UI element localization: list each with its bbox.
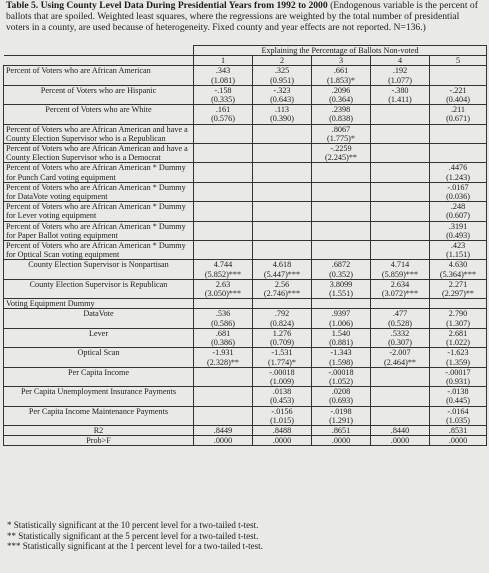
coefficient-cell (371, 279, 430, 298)
t-statistic-value: (1.006) (329, 318, 353, 328)
table-row (4, 436, 487, 446)
coefficient-value: -.158 (214, 85, 232, 95)
column-header: 5 (430, 56, 487, 66)
footnote: ** Statistically significant at the 5 percent level for a two-tailed t-test. (7, 530, 259, 541)
coefficient-value: -.0156 (271, 406, 293, 416)
coefficient-cell (194, 279, 253, 298)
coefficient-value: .0000 (331, 436, 351, 446)
coefficient-cell (194, 85, 253, 104)
coefficient-cell (371, 436, 430, 446)
t-statistic-value: (0.364) (329, 95, 353, 105)
coefficient-value: -.221 (449, 85, 467, 95)
coefficient-cell (430, 299, 487, 309)
coefficient-cell (253, 279, 312, 298)
coefficient-cell (253, 299, 312, 309)
coefficient-cell (430, 367, 487, 386)
coefficient-value: -.323 (273, 85, 291, 95)
table-row (4, 66, 487, 85)
coefficient-value: .161 (215, 105, 231, 115)
t-statistic-value: (1.411) (388, 95, 412, 105)
table-caption-title: Table 5. Using County Level Data During Presidential Years from 1992 to 2000 (6, 0, 328, 11)
coefficient-value: 2.271 (448, 279, 468, 289)
coefficient-value: -1.531 (271, 348, 293, 358)
coefficient-cell (253, 260, 312, 279)
coefficient-cell (430, 221, 487, 240)
coefficient-cell (430, 328, 487, 347)
table-row (4, 105, 487, 124)
t-statistic-value: (1.307) (446, 318, 470, 328)
coefficient-cell (430, 309, 487, 328)
coefficient-value: -1.931 (212, 348, 234, 358)
coefficient-cell (253, 124, 312, 143)
coefficient-cell (430, 105, 487, 124)
t-statistic-value: (5.364)*** (439, 269, 477, 279)
coefficient-value: .661 (333, 66, 349, 76)
t-statistic-value: (1.853)* (327, 75, 355, 85)
coefficient-cell (253, 367, 312, 386)
row-label: Optical Scan (4, 348, 194, 367)
row-label: Per Capita Income Maintenance Payments (4, 406, 194, 425)
coefficient-value: .0000 (448, 436, 468, 446)
coefficient-value: .0208 (331, 387, 351, 397)
coefficient-cell (253, 144, 312, 163)
coefficient-cell (430, 406, 487, 425)
coefficient-cell (253, 202, 312, 221)
t-statistic-value: (0.881) (329, 338, 353, 348)
table-row (4, 425, 487, 435)
row-label: DataVote (4, 309, 194, 328)
t-statistic-value: (3.072)*** (381, 289, 419, 299)
coefficient-cell (371, 105, 430, 124)
coefficient-cell (194, 202, 253, 221)
coefficient-cell (371, 66, 430, 85)
table-row (4, 144, 487, 163)
table-row (4, 182, 487, 201)
column-header: 2 (253, 56, 312, 66)
t-statistic-value: (0.576) (211, 114, 235, 124)
coefficient-cell (253, 436, 312, 446)
t-statistic-value: (1.291) (329, 415, 353, 425)
t-statistic-value: (0.390) (270, 114, 294, 124)
coefficient-cell (430, 66, 487, 85)
coefficient-value: -.00017 (445, 367, 471, 377)
coefficient-cell (430, 124, 487, 143)
coefficient-value: .0138 (272, 387, 292, 397)
table-row (4, 85, 487, 104)
coefficient-value: 2.63 (215, 279, 231, 289)
table-row (4, 124, 487, 143)
coefficient-value: 2.634 (390, 279, 410, 289)
coefficient-cell (371, 367, 430, 386)
row-label: County Election Supervisor is Nonpartisan (4, 260, 194, 279)
coefficient-value: .9397 (331, 309, 351, 319)
row-label: Voting Equipment Dummy (4, 299, 194, 309)
coefficient-cell (430, 241, 487, 260)
coefficient-cell (371, 221, 430, 240)
coefficient-value: .8067 (331, 124, 351, 134)
coefficient-cell (430, 85, 487, 104)
coefficient-value: .0000 (213, 436, 233, 446)
coefficient-value: -.00018 (269, 367, 295, 377)
coefficient-cell (371, 348, 430, 367)
coefficient-cell (430, 260, 487, 279)
coefficient-value: 2.790 (448, 309, 468, 319)
coefficient-cell (253, 425, 312, 435)
coefficient-value: .211 (450, 105, 466, 115)
t-statistic-value: (0.824) (270, 318, 294, 328)
t-statistic-value: (0.493) (446, 230, 470, 240)
coefficient-value: -.2259 (330, 144, 352, 154)
t-statistic-value: (2.245)** (324, 153, 358, 163)
coefficient-cell (194, 387, 253, 406)
row-label: Percent of Voters who are African American * Dummy for DataVote voting equipment (4, 182, 194, 201)
column-header: 1 (194, 56, 253, 66)
coefficient-value: .8440 (390, 425, 410, 435)
coefficient-value: -1.343 (330, 348, 352, 358)
coefficient-value: .8531 (448, 425, 468, 435)
coefficient-value: -1.623 (447, 348, 469, 358)
row-label: Percent of Voters who are African American * Dummy for Lever voting equipment (4, 202, 194, 221)
coefficient-cell (371, 85, 430, 104)
table-row (4, 387, 487, 406)
row-label: Percent of Voters who are African American * Dummy for Optical Scan voting equipment (4, 241, 194, 260)
t-statistic-value: (0.307) (388, 338, 412, 348)
coefficient-cell (312, 182, 371, 201)
row-label: Percent of Voters who are African American and have a County Election Supervisor who is a Republican (4, 124, 194, 143)
coefficient-cell (312, 328, 371, 347)
coefficient-cell (253, 163, 312, 182)
coefficient-cell (312, 66, 371, 85)
coefficient-cell (253, 105, 312, 124)
t-statistic-value: (2.297)** (441, 289, 475, 299)
coefficient-value: 1.540 (331, 328, 351, 338)
coefficient-value: .477 (392, 309, 408, 319)
coefficient-value: -.0164 (447, 406, 469, 416)
t-statistic-value: (0.693) (329, 396, 353, 406)
footnotes (7, 520, 485, 552)
t-statistic-value: (0.838) (329, 114, 353, 124)
row-label: Lever (4, 328, 194, 347)
coefficient-value: 2.56 (274, 279, 290, 289)
coefficient-cell (430, 436, 487, 446)
coefficient-cell (194, 328, 253, 347)
coefficient-value: -.380 (391, 85, 409, 95)
column-header: 4 (371, 56, 430, 66)
coefficient-cell (430, 202, 487, 221)
table-row (4, 260, 487, 279)
coefficient-cell (312, 436, 371, 446)
coefficient-value: .4476 (448, 163, 468, 173)
table-row (4, 328, 487, 347)
column-header-row (4, 56, 487, 66)
coefficient-cell (253, 182, 312, 201)
row-label: Percent of Voters who are African American * Dummy for Paper Ballot voting equipment (4, 221, 194, 240)
t-statistic-value: (1.775)* (327, 133, 355, 143)
coefficient-cell (430, 387, 487, 406)
t-statistic-value: (5.852)*** (204, 269, 242, 279)
coefficient-value: .2096 (331, 85, 351, 95)
t-statistic-value: (0.036) (446, 192, 470, 202)
coefficient-value: -.0138 (447, 387, 469, 397)
t-statistic-value: (0.335) (211, 95, 235, 105)
coefficient-cell (194, 309, 253, 328)
footnote: *** Statistically significant at the 1 percent level for a two-tailed t-test. (7, 541, 263, 552)
table-row (4, 406, 487, 425)
coefficient-cell (194, 425, 253, 435)
t-statistic-value: (0.643) (270, 95, 294, 105)
coefficient-cell (194, 124, 253, 143)
coefficient-cell (253, 221, 312, 240)
coefficient-cell (371, 202, 430, 221)
t-statistic-value: (0.607) (446, 211, 470, 221)
coefficient-cell (371, 163, 430, 182)
coefficient-cell (312, 299, 371, 309)
coefficient-value: .343 (215, 66, 231, 76)
t-statistic-value: (5.447)*** (263, 269, 301, 279)
coefficient-value: 1.276 (272, 328, 292, 338)
coefficient-cell (194, 436, 253, 446)
coefficient-cell (312, 105, 371, 124)
coefficient-value: .792 (274, 309, 290, 319)
coefficient-cell (371, 144, 430, 163)
table-row (4, 279, 487, 298)
t-statistic-value: (0.352) (329, 269, 353, 279)
row-label: County Election Supervisor is Republican (4, 279, 194, 298)
row-label: Percent of Voters who are African American * Dummy for Punch Card voting equipment (4, 163, 194, 182)
t-statistic-value: (0.671) (446, 114, 470, 124)
table-row (4, 348, 487, 367)
t-statistic-value: (1.009) (270, 376, 294, 386)
t-statistic-value: (2.464)** (383, 357, 417, 367)
coefficient-cell (194, 182, 253, 201)
t-statistic-value: (1.077) (388, 75, 412, 85)
t-statistic-value: (0.528) (388, 318, 412, 328)
coefficient-value: .423 (450, 241, 466, 251)
coefficient-value: .0000 (390, 436, 410, 446)
footnote: * Statistically significant at the 10 percent level for a two-tailed t-test. (7, 520, 259, 530)
table-row (4, 309, 487, 328)
table-row (4, 299, 487, 309)
coefficient-cell (312, 221, 371, 240)
coefficient-value: 3.8099 (329, 279, 353, 289)
coefficient-value: -2.007 (389, 348, 411, 358)
coefficient-cell (312, 260, 371, 279)
table-row (4, 202, 487, 221)
coefficient-value: .2398 (331, 105, 351, 115)
coefficient-cell (371, 406, 430, 425)
table-caption (6, 0, 484, 33)
row-label: Percent of Voters who are White (4, 105, 194, 124)
coefficient-cell (312, 202, 371, 221)
coefficient-cell (253, 387, 312, 406)
coefficient-value: -.0198 (330, 406, 352, 416)
t-statistic-value: (0.709) (270, 338, 294, 348)
group-header: Explaining the Percentage of Ballots Non-voted (194, 46, 487, 56)
row-label: Percent of Voters who are African American and have a County Election Supervisor who is a Democrat (4, 144, 194, 163)
coefficient-cell (312, 309, 371, 328)
t-statistic-value: (0.951) (270, 75, 294, 85)
t-statistic-value: (0.931) (446, 376, 470, 386)
coefficient-cell (194, 144, 253, 163)
t-statistic-value: (1.774)* (268, 357, 296, 367)
coefficient-cell (371, 299, 430, 309)
coefficient-cell (194, 105, 253, 124)
row-label: Percent of Voters who are African American (4, 66, 194, 85)
table-row (4, 221, 487, 240)
t-statistic-value: (0.386) (211, 338, 235, 348)
coefficient-cell (194, 163, 253, 182)
coefficient-value: -.0167 (447, 182, 469, 192)
regression-table (3, 45, 487, 446)
coefficient-cell (194, 221, 253, 240)
t-statistic-value: (1.243) (446, 172, 470, 182)
coefficient-value: .325 (274, 66, 290, 76)
table-row (4, 367, 487, 386)
coefficient-cell (194, 66, 253, 85)
t-statistic-value: (2.328)** (206, 357, 240, 367)
coefficient-value: .0000 (272, 436, 292, 446)
t-statistic-value: (0.453) (270, 396, 294, 406)
coefficient-cell (430, 348, 487, 367)
row-label: R2 (4, 425, 194, 435)
table-row (4, 241, 487, 260)
t-statistic-value: (1.022) (446, 338, 470, 348)
coefficient-cell (253, 348, 312, 367)
coefficient-value: .8651 (331, 425, 351, 435)
coefficient-cell (312, 144, 371, 163)
coefficient-cell (430, 425, 487, 435)
row-label: Prob>F (4, 436, 194, 446)
coefficient-cell (371, 309, 430, 328)
coefficient-cell (371, 387, 430, 406)
coefficient-value: .8449 (213, 425, 233, 435)
coefficient-cell (371, 328, 430, 347)
coefficient-cell (253, 66, 312, 85)
coefficient-cell (312, 425, 371, 435)
t-statistic-value: (1.081) (211, 75, 235, 85)
coefficient-value: 4.714 (390, 260, 410, 270)
header-blank-cell (4, 56, 194, 66)
coefficient-cell (253, 85, 312, 104)
row-label: Per Capita Unemployment Insurance Payments (4, 387, 194, 406)
t-statistic-value: (1.015) (270, 415, 294, 425)
coefficient-value: 4.744 (213, 260, 233, 270)
t-statistic-value: (5.859)*** (381, 269, 419, 279)
row-label: Per Capita Income (4, 367, 194, 386)
coefficient-cell (371, 182, 430, 201)
t-statistic-value: (3.050)*** (204, 289, 242, 299)
coefficient-cell (312, 241, 371, 260)
coefficient-cell (312, 387, 371, 406)
coefficient-value: -.00018 (328, 367, 354, 377)
t-statistic-value: (1.598) (329, 357, 353, 367)
coefficient-value: .248 (450, 202, 466, 212)
coefficient-value: .8488 (272, 425, 292, 435)
row-label: Percent of Voters who are Hispanic (4, 85, 194, 104)
coefficient-cell (312, 163, 371, 182)
group-header-row (4, 46, 487, 56)
coefficient-cell (312, 279, 371, 298)
coefficient-cell (312, 367, 371, 386)
coefficient-value: .113 (274, 105, 290, 115)
column-header: 3 (312, 56, 371, 66)
coefficient-cell (312, 348, 371, 367)
coefficient-cell (430, 182, 487, 201)
coefficient-cell (371, 260, 430, 279)
header-blank-cell (4, 46, 194, 56)
table-row (4, 163, 487, 182)
t-statistic-value: (0.586) (211, 318, 235, 328)
coefficient-cell (430, 163, 487, 182)
coefficient-cell (430, 279, 487, 298)
coefficient-cell (312, 124, 371, 143)
table-body (4, 66, 487, 446)
coefficient-cell (194, 299, 253, 309)
t-statistic-value: (2.746)*** (263, 289, 301, 299)
coefficient-value: 2.681 (448, 328, 468, 338)
coefficient-cell (194, 367, 253, 386)
table-caption-description: (Endogenous variable is the percent of ballots that are spoiled. Weighted least squares, where the regressions are weighted by the total number of presidential voters in a county, are used because of heterogeneity. Fixed county and year effects are not reported. N=136.) (6, 0, 478, 33)
coefficient-cell (253, 309, 312, 328)
coefficient-cell (194, 406, 253, 425)
coefficient-cell (371, 124, 430, 143)
coefficient-cell (253, 241, 312, 260)
coefficient-cell (371, 241, 430, 260)
coefficient-cell (312, 85, 371, 104)
coefficient-cell (194, 260, 253, 279)
coefficient-value: .536 (215, 309, 231, 319)
coefficient-value: 4.618 (272, 260, 292, 270)
coefficient-cell (253, 328, 312, 347)
t-statistic-value: (1.551) (329, 289, 353, 299)
t-statistic-value: (1.359) (446, 357, 470, 367)
coefficient-cell (430, 144, 487, 163)
coefficient-value: .3191 (448, 221, 468, 231)
t-statistic-value: (0.445) (446, 396, 470, 406)
coefficient-cell (371, 425, 430, 435)
t-statistic-value: (1.035) (446, 415, 470, 425)
coefficient-cell (312, 406, 371, 425)
coefficient-value: .681 (215, 328, 231, 338)
coefficient-value: .6872 (331, 260, 351, 270)
t-statistic-value: (1.052) (329, 376, 353, 386)
coefficient-value: .192 (392, 66, 408, 76)
t-statistic-value: (0.404) (446, 95, 470, 105)
coefficient-cell (194, 348, 253, 367)
t-statistic-value: (1.151) (446, 250, 470, 260)
coefficient-value: .5332 (390, 328, 410, 338)
coefficient-cell (194, 241, 253, 260)
coefficient-cell (253, 406, 312, 425)
coefficient-value: 4.630 (448, 260, 468, 270)
